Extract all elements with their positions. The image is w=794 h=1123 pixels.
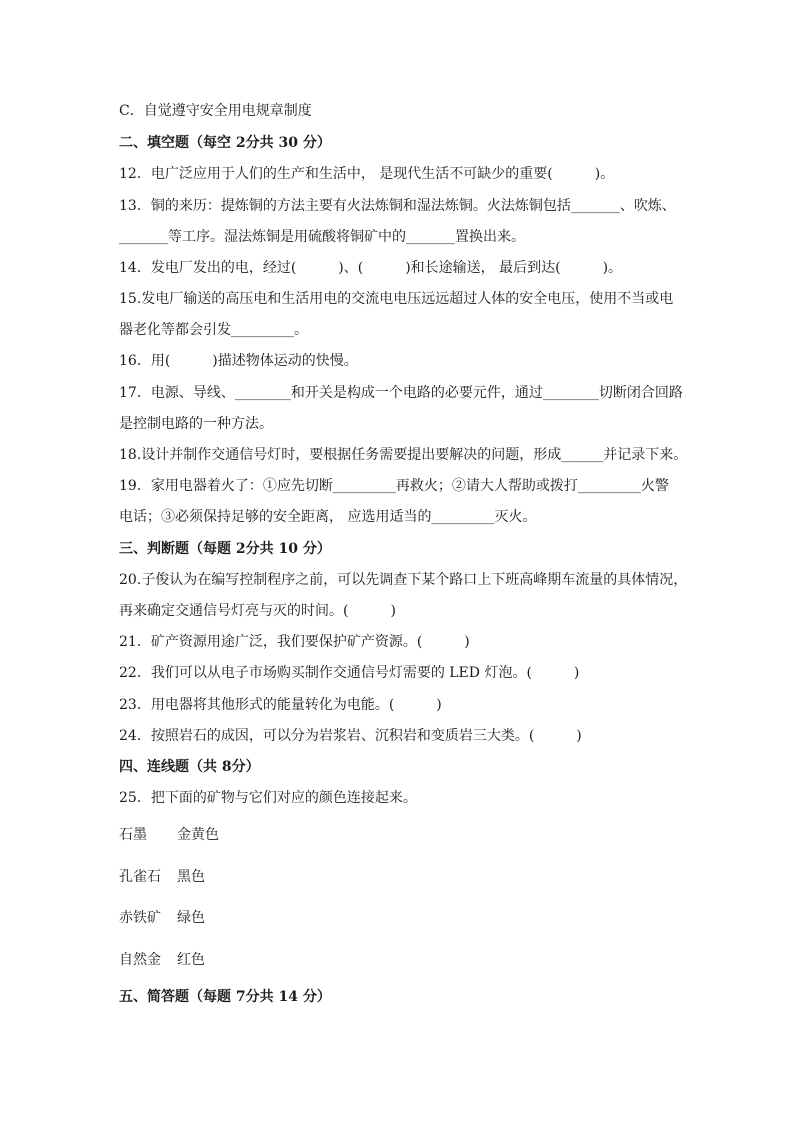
mineral-name: 石墨 (119, 827, 147, 843)
mineral-name: 孔雀石 (119, 869, 161, 885)
section-heading-true-false: 三、判断题（每题 2分共 10 分） (119, 541, 331, 557)
section-heading-matching: 四、连线题（共 8分） (119, 759, 260, 775)
question-13-line-2: _______等工序。湿法炼铜是用硫酸将铜矿中的_______置换出来。 (119, 229, 525, 245)
mineral-color: 金黄色 (177, 827, 219, 843)
question-17-line-1: 17．电源、导线、________和开关是构成一个电路的必要元件，通过________切断闭合回路 (119, 385, 683, 401)
question-15-line-1: 15.发电厂输送的高压电和生活用电的交流电电压远远超过人体的安全电压，使用不当或电 (119, 291, 674, 307)
question-13-line-1: 13．铜的来历：提炼铜的方法主要有火法炼铜和湿法炼铜。火法炼铜包括_______、吹炼、 (119, 198, 676, 214)
question-20-line-2: 再来确定交通信号灯亮与灭的时间。( ) (119, 603, 396, 619)
question-21: 21．矿产资源用途广泛，我们要保护矿产资源。( ) (119, 634, 470, 650)
question-16: 16．用( )描述物体运动的快慢。 (119, 353, 358, 369)
question-14: 14．发电厂发出的电，经过( )、( )和长途输送， 最后到达( )。 (119, 260, 623, 276)
question-25: 25．把下面的矿物与它们对应的颜色连接起来。 (119, 790, 417, 806)
mineral-color: 红色 (177, 952, 205, 968)
question-23: 23．用电器将其他形式的能量转化为电能。( ) (119, 697, 442, 713)
question-19-line-2: 电话；③必须保持足够的安全距离， 应选用适当的_________灭火。 (119, 509, 537, 525)
matching-row (119, 950, 205, 970)
question-19-line-1: 19．家用电器着火了：①应先切断_________再救火；②请大人帮助或拨打_________火警 (119, 478, 669, 494)
question-17-line-2: 是控制电路的一种方法。 (119, 416, 273, 432)
question-15-line-2: 器老化等都会引发_________。 (119, 322, 308, 338)
option-c-text: C．自觉遵守安全用电规章制度 (119, 103, 312, 119)
mineral-name: 赤铁矿 (119, 910, 161, 926)
question-24: 24．按照岩石的成因，可以分为岩浆岩、沉积岩和变质岩三大类。( ) (119, 728, 582, 744)
question-22: 22．我们可以从电子市场购买制作交通信号灯需要的 LED 灯泡。( ) (119, 665, 580, 681)
mineral-color: 绿色 (177, 910, 205, 926)
question-18: 18.设计并制作交通信号灯时，要根据任务需要提出要解决的问题，形成______并记录下来。 (119, 447, 688, 463)
matching-row (119, 908, 205, 928)
section-heading-fill-blank: 二、填空题（每空 2分共 30 分） (119, 135, 331, 151)
mineral-name: 自然金 (119, 952, 161, 968)
question-20-line-1: 20.子俊认为在编写控制程序之前，可以先调查下某个路口上下班高峰期车流量的具体情况， (119, 572, 688, 588)
matching-row (119, 825, 219, 845)
question-12: 12．电广泛应用于人们的生产和生活中， 是现代生活不可缺少的重要( )。 (119, 166, 615, 182)
section-heading-short-answer: 五、简答题（每题 7分共 14 分） (119, 989, 331, 1005)
matching-row (119, 867, 205, 887)
mineral-color: 黑色 (177, 869, 205, 885)
